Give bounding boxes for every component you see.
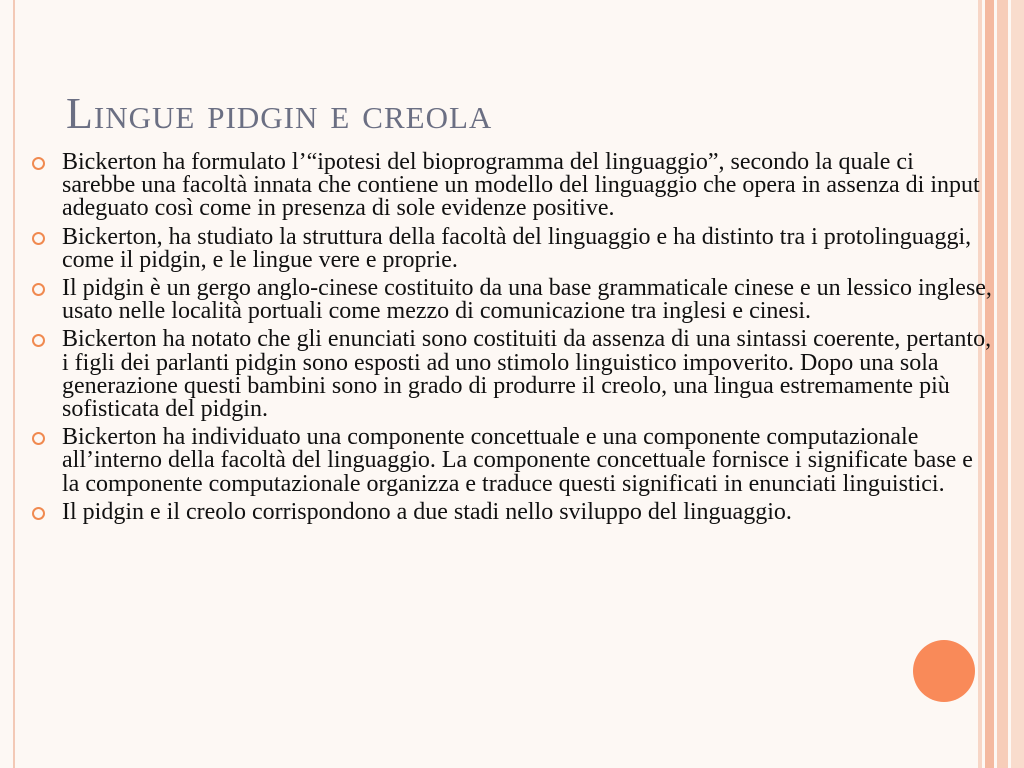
decorative-orange-circle — [913, 640, 975, 702]
bullet-list — [32, 151, 992, 529]
hollow-circle-bullet-icon — [32, 507, 45, 520]
bullet-text: Il pidgin è un gergo anglo-cinese costituito da una base grammaticale cinese e un lessico inglese, usato nelle località portuali come mezzo di comunicazione tra inglesi e cinesi. — [62, 275, 992, 325]
bullet-item — [32, 426, 992, 496]
bullet-text: Bickerton, ha studiato la struttura della facoltà del linguaggio e ha distinto tra i protolinguaggi, come il pidgin, e le lingue vere e proprie. — [62, 223, 972, 273]
bullet-text: Bickerton ha notato che gli enunciati sono costituiti da assenza di una sintassi coerente, pertanto, i figli dei parlanti pidgin sono esposti ad uno stimolo linguistico impoverito. Dopo una sola generazione questi bambini sono in grado di produrre il creolo, una lingua estremamente più sofisticata del pidgin. — [62, 326, 992, 423]
bullet-item — [32, 328, 992, 421]
bullet-text: Bickerton ha individuato una componente concettuale e una componente computazionale all’interno della facoltà del linguaggio. La componente concettuale fornisce i significate base e la componente computazionale organizza e traduce questi significati in enunciati linguistici. — [62, 424, 973, 497]
hollow-circle-bullet-icon — [32, 334, 45, 347]
hollow-circle-bullet-icon — [32, 157, 45, 170]
hollow-circle-bullet-icon — [32, 232, 45, 245]
hollow-circle-bullet-icon — [32, 283, 45, 296]
bullet-item — [32, 498, 992, 525]
bullet-item — [32, 277, 992, 323]
bullet-text: Bickerton ha formulato l’“ipotesi del bioprogramma del linguaggio”, secondo la quale ci sarebbe una facoltà innata che contiene un modello del linguaggio che opera in assenza di input adeguato così come in presenza di sole evidenze positive. — [62, 149, 980, 222]
slide-title: Lingue pidgin e creola — [66, 89, 493, 138]
left-border-line — [13, 0, 15, 768]
stripe — [1011, 0, 1024, 768]
hollow-circle-bullet-icon — [32, 432, 45, 445]
stripe — [997, 0, 1008, 768]
bullet-item — [32, 151, 992, 221]
bullet-text: Il pidgin e il creolo corrispondono a due stadi nello sviluppo del linguaggio. — [62, 498, 792, 525]
bullet-item — [32, 223, 992, 273]
